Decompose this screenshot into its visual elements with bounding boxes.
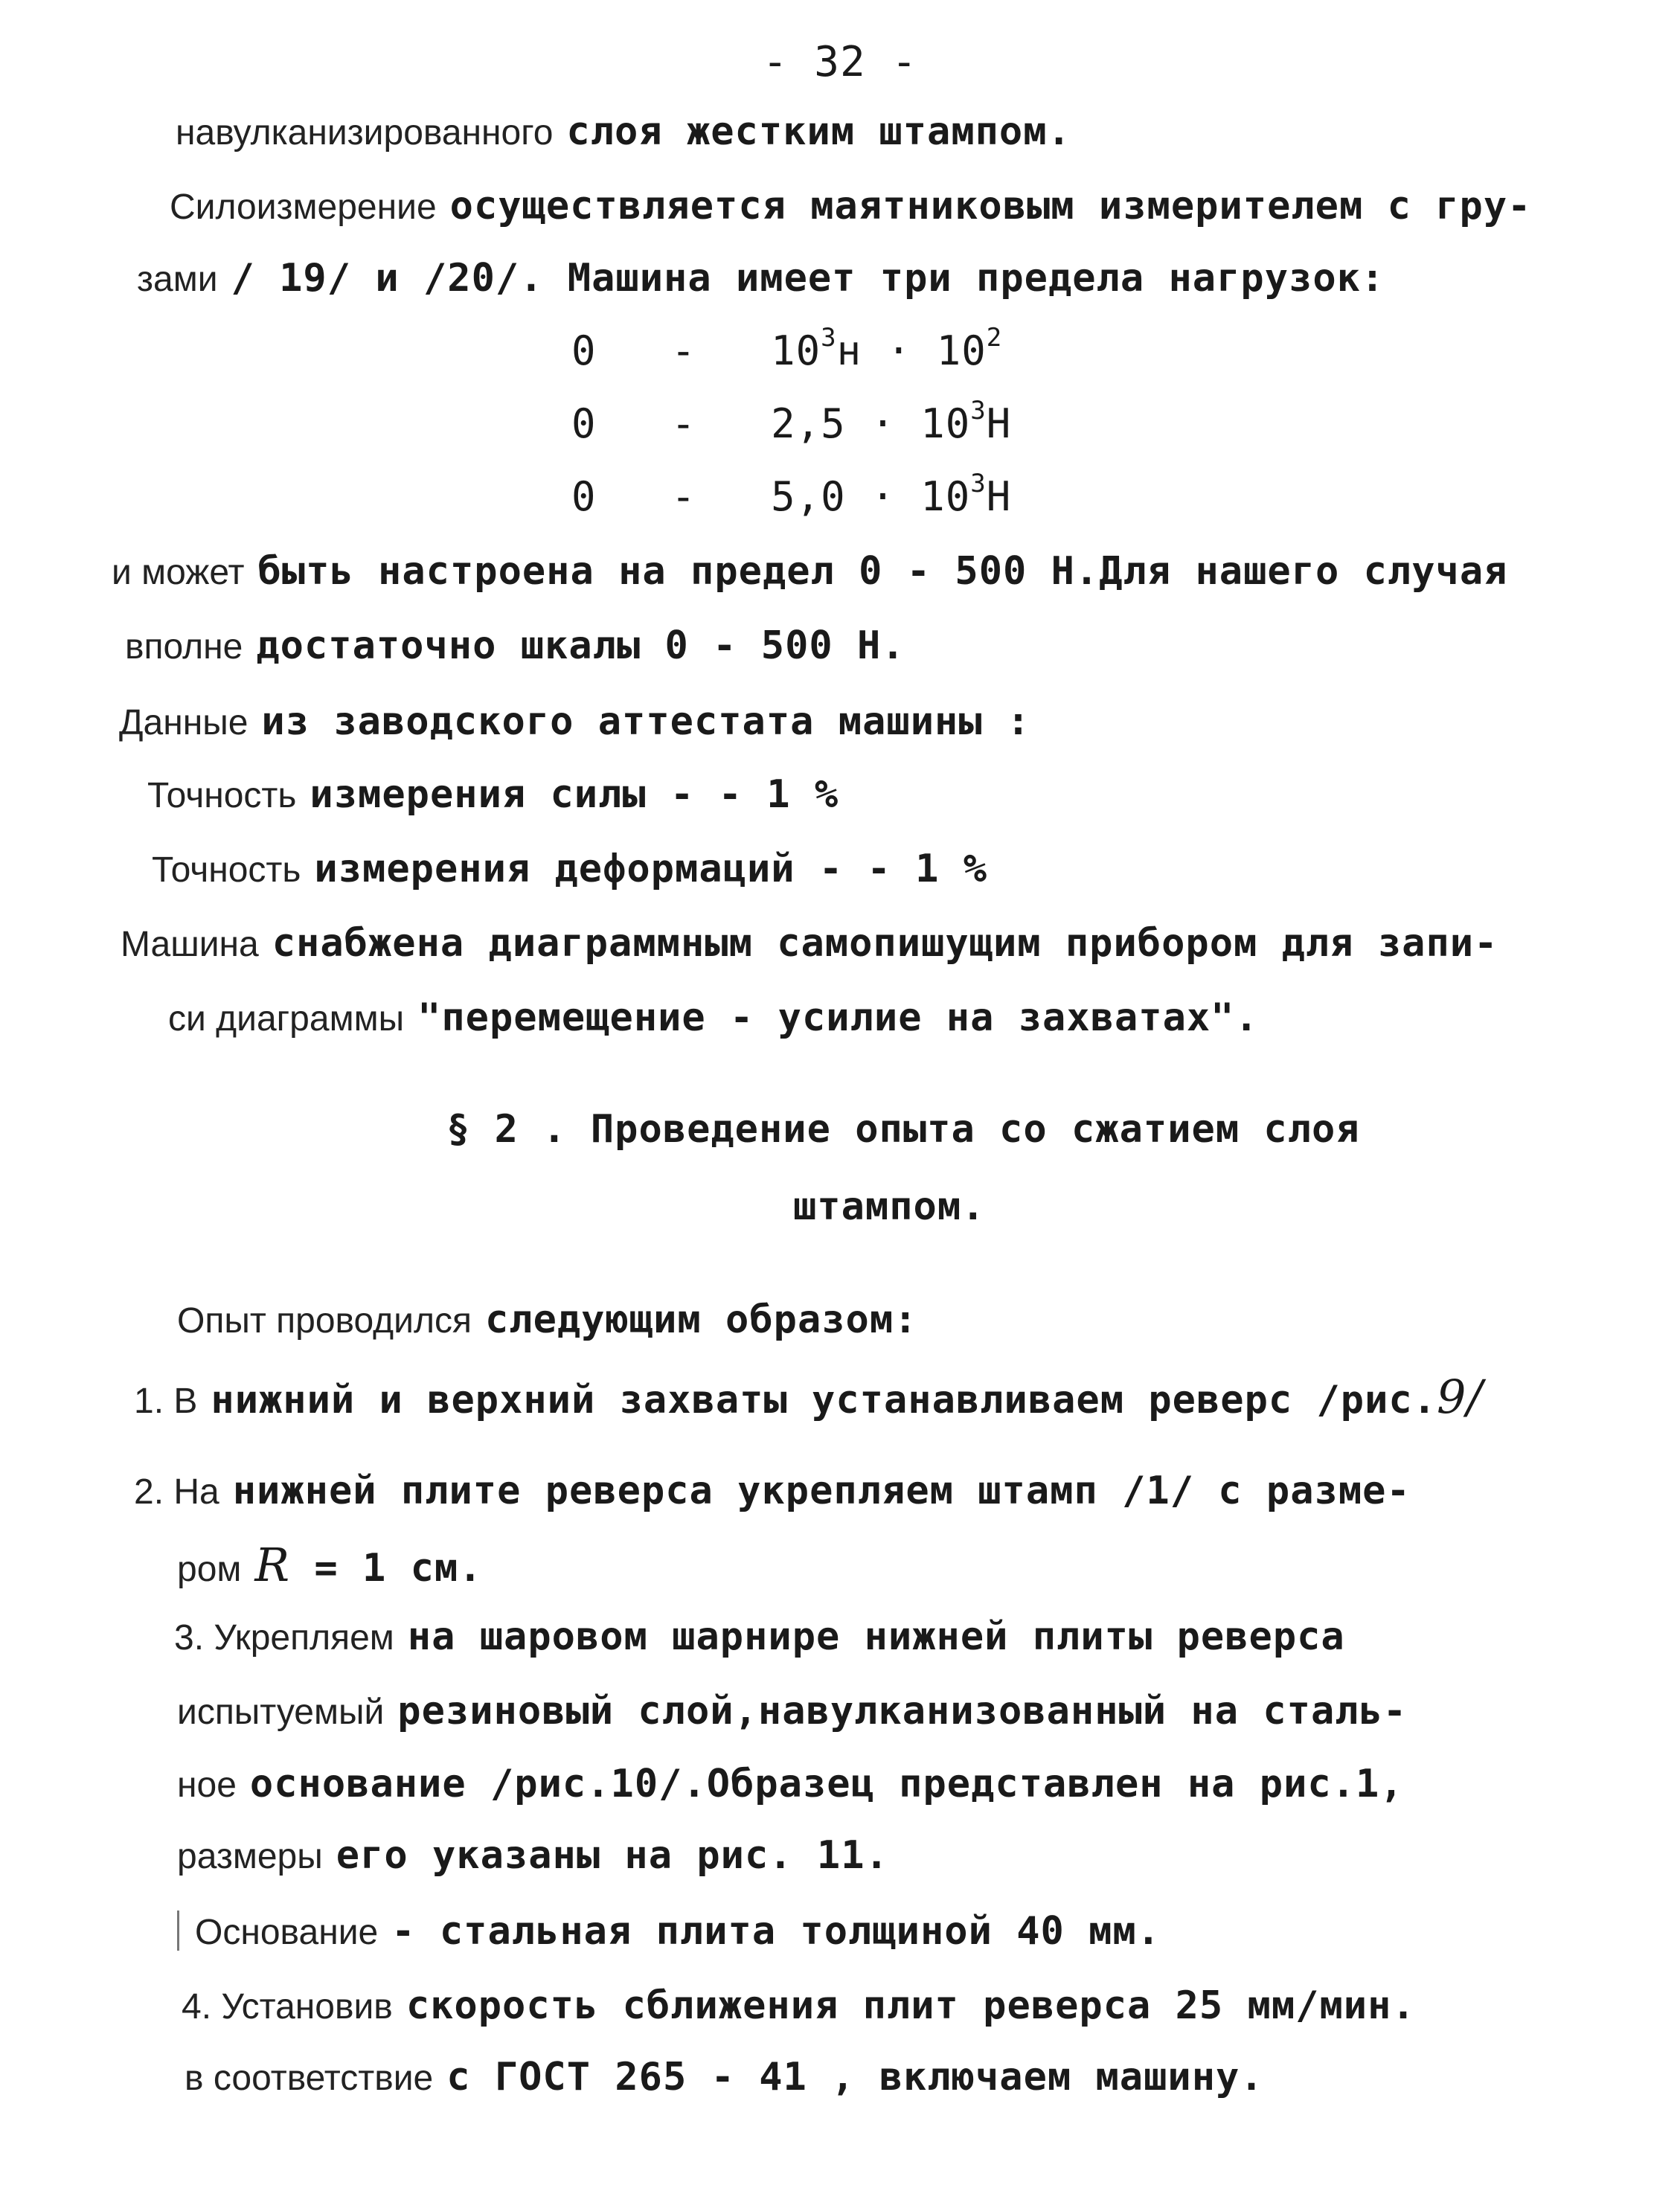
text-line-3: зами / 19/ и /20/. Машина имеет три предела нагрузок: [137, 256, 1385, 301]
text-line-2: Силоизмерение осуществляется маятниковым измерителем с гру- [170, 184, 1532, 228]
text-line-8: вполне достаточно шкалы 0 - 500 Н. [125, 623, 905, 668]
list-item-1: 1. В нижний и верхний захваты устанавливаем реверс /рис.9/ [134, 1370, 1484, 1424]
margin-mark [177, 1911, 179, 1951]
list-item-4: 4. Установив скорость сближения плит реверса 25 мм/мин. [182, 1983, 1416, 2028]
list-item-4-line-2: в соответствие с ГОСТ 265 - 41 , включаем машину. [185, 2055, 1264, 2099]
text-line-10: Точность измерения силы - - 1 % [147, 772, 839, 817]
list-item-3-line-2: испытуемый резиновый слой,навулканизованный на сталь- [177, 1689, 1408, 1733]
list-item-3: 3. Укрепляем на шаровом шарнире нижней плиты реверса [174, 1614, 1345, 1659]
text-line-16: Опыт проводился следующим образом: [177, 1297, 918, 1342]
list-item-3-line-3: ное основание /рис.10/.Образец представлен на рис.1, [177, 1762, 1404, 1806]
text-line-base: Основание - стальная плита толщиной 40 мм. [195, 1909, 1161, 1954]
section-heading-line-2: штампом. [793, 1184, 986, 1229]
text-line-9: Данные из заводского аттестата машины : [119, 699, 1031, 744]
section-heading-line-1: § 2 . Проведение опыта со сжатием слоя [446, 1107, 1360, 1152]
list-item-3-line-4: размеры его указаны на рис. 11. [177, 1833, 889, 1878]
list-item-2-continued: ром R = 1 см. [177, 1538, 483, 1592]
text-line-11: Точность измерения деформаций - - 1 % [152, 847, 988, 891]
text-line-7: и может быть настроена на предел 0 - 500 Н.Для нашего случая [112, 549, 1508, 594]
list-item-2: 2. На нижней плите реверса укрепляем штамп /1/ с разме- [134, 1469, 1411, 1513]
load-limit-2: 0 - $2,5 \cdot 10^3Н$ [571, 396, 1012, 447]
load-limit-3: 0 - $5,0 \cdot 10^3Н$ [571, 469, 1012, 520]
text-line-13: си диаграммы "перемещение - усилие на захватах". [168, 995, 1259, 1040]
text-line-12: Машина снабжена диаграммным самопишущим прибором для запи- [121, 921, 1498, 966]
load-limit-1: 0 - $10^3н \cdot 10^2$ [571, 323, 1003, 374]
page-number: - 32 - [762, 38, 918, 86]
text-line-1: навулканизированного слоя жестким штампом. [176, 109, 1071, 154]
